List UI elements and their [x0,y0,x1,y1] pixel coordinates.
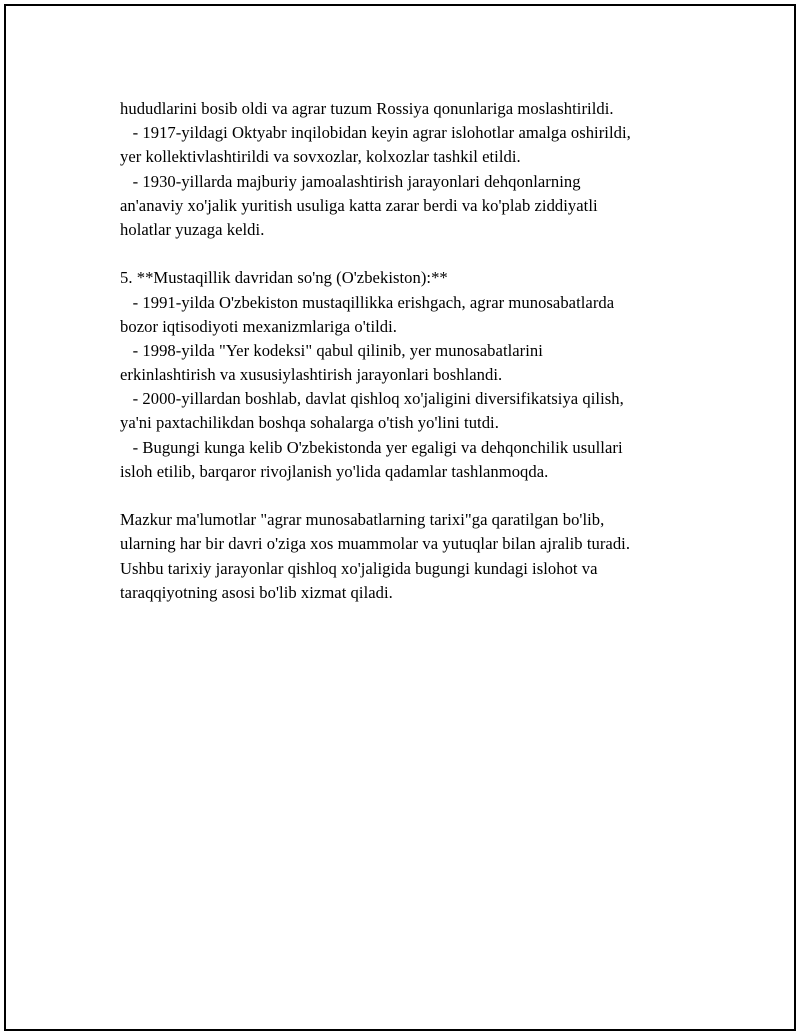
text-line: hududlarini bosib oldi va agrar tuzum Rossiya qonunlariga moslashtirildi. [120,99,614,118]
text-line: - 1930-yillarda majburiy jamoalashtirish jarayonlari dehqonlarning [120,171,581,191]
text-line: - Bugungi kunga kelib O'zbekistonda yer egaligi va dehqonchilik usullari [120,437,623,457]
paragraph-agrarian-history [120,97,720,242]
text-line: taraqqiyotning asosi bo'lib xizmat qiladi. [120,582,393,602]
text-line: Ushbu tarixiy jarayonlar qishloq xo'jaligida bugungi kundagi islohot va [120,558,598,578]
paragraph-gap [120,242,720,266]
text-line: ularning har bir davri o'ziga xos muammolar va yutuqlar bilan ajralib turadi. [120,534,631,554]
text-line: isloh etilib, barqaror rivojlanish yo'lida qadamlar tashlanmoqda. [120,461,549,481]
text-line: an'anaviy xo'jalik yuritish usuliga katta zarar berdi va ko'plab ziddiyatli [120,195,598,215]
document-page [4,4,796,1031]
text-line: - 1991-yilda O'zbekiston mustaqillikka erishgach, agrar munosabatlarda [120,292,615,312]
section-independence-period [120,266,720,484]
text-line: Mazkur ma'lumotlar "agrar munosabatlarning tarixi"ga qaratilgan bo'lib, [120,510,605,530]
text-line: holatlar yuzaga keldi. [120,219,265,239]
text-line: - 2000-yillardan boshlab, davlat qishloq xo'jaligini diversifikatsiya qilish, [120,389,624,409]
text-line: bozor iqtisodiyoti mexanizmlariga o'tildi. [120,316,397,336]
text-line: - 1998-yilda "Yer kodeksi" qabul qilinib, yer munosabatlarini [120,340,543,360]
paragraph-conclusion [120,508,720,605]
text-line: yer kollektivlashtirildi va sovxozlar, kolxozlar tashkil etildi. [120,147,521,167]
section-heading: 5. **Mustaqillik davridan so'ng (O'zbekiston):** [120,268,448,288]
document-body [120,97,720,605]
paragraph-gap [120,484,720,508]
text-line: - 1917-yildagi Oktyabr inqilobidan keyin agrar islohotlar amalga oshirildi, [120,123,631,143]
text-line: ya'ni paxtachilikdan boshqa sohalarga o'tish yo'lini tutdi. [120,413,499,433]
text-line: erkinlashtirish va xususiylashtirish jarayonlari boshlandi. [120,365,503,385]
